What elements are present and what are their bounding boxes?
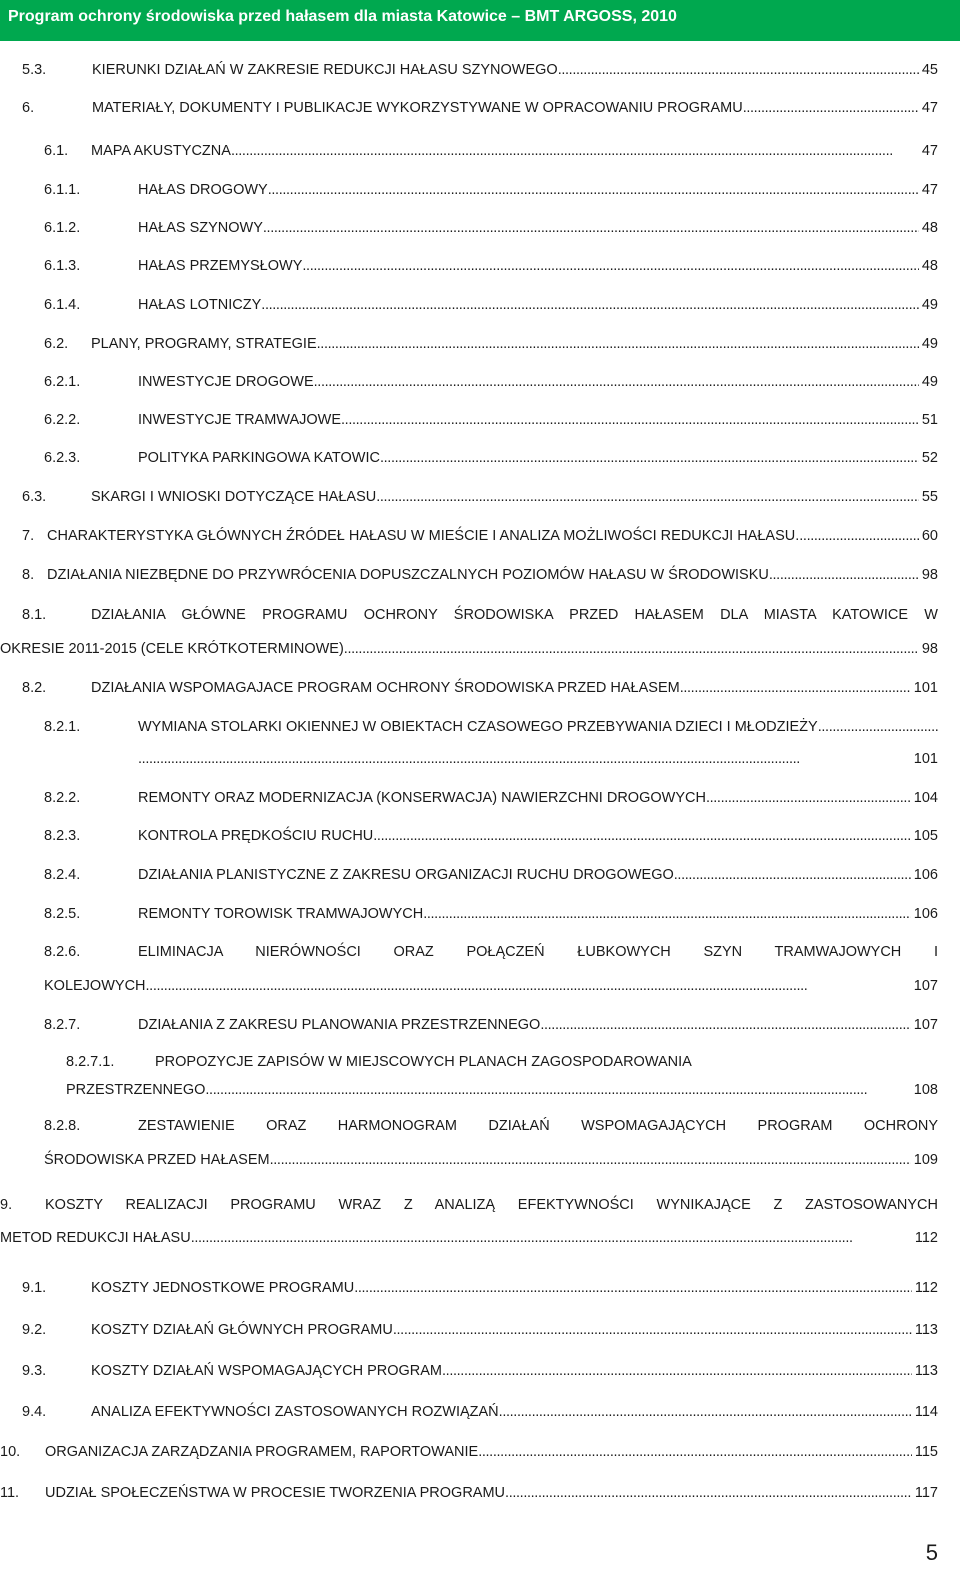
toc-entry-title: UDZIAŁ SPOŁECZEŃSTWA W PROCESIE TWORZENIA PROGRAMU [45,1485,506,1501]
toc-entry-page: 49 [921,336,938,352]
toc-entry-title: HAŁAS SZYNOWY [138,220,263,236]
toc-leader-dots [231,142,919,160]
toc-entry-title: KOSZTY DZIAŁAŃ WSPOMAGAJĄCYCH PROGRAM [91,1363,443,1379]
toc-entry-number: 6.1. [44,143,69,159]
toc-entry-title: REMONTY ORAZ MODERNIZACJA (KONSERWACJA) NAWIERZCHNI DROGOWYCH [138,790,706,806]
toc-entry[interactable] [22,1362,938,1380]
toc-entry-number: 6.1.4. [44,297,81,313]
toc-entry-title: DZIAŁANIA GŁÓWNE PROGRAMU OCHRONY ŚRODOWISKA PRZED HAŁASEM DLA MIASTA KATOWICE W [91,607,938,623]
toc-entry-line1[interactable] [44,1117,938,1135]
toc-entry-title: INWESTYCJE DROGOWE [138,374,314,390]
toc-entry-title-continued: ŚRODOWISKA PRZED HAŁASEM [44,1152,270,1168]
toc-entry-title: KOSZTY REALIZACJI PROGRAMU WRAZ Z ANALIZĄ EFEKTYWNOŚCI WYNIKAJĄCE Z ZASTOSOWANYCH [45,1197,938,1213]
toc-entry-page: 98 [921,567,938,583]
toc-entry-page: 60 [921,528,938,544]
toc-entry-number: 8.2.5. [44,906,81,922]
toc-entry-title: ZESTAWIENIE ORAZ HARMONOGRAM DZIAŁAŃ WSPOMAGAJĄCYCH PROGRAM OCHRONY [138,1118,938,1134]
toc-entry-line1[interactable] [0,1196,938,1214]
toc-entry-number: 6.1.1. [44,182,81,198]
toc-entry-page: 52 [921,450,938,466]
toc-entry-number: 8.1. [22,607,47,623]
toc-entry-number: 9.1. [22,1280,47,1296]
toc-entry[interactable] [44,257,938,275]
toc-entry-number: 8.2.6. [44,944,81,960]
toc-entry-page: 47 [921,182,938,198]
toc-entry-page: 47 [921,100,938,116]
toc-leader-dots [380,449,919,467]
toc-entry-page: 48 [921,258,938,274]
toc-entry[interactable] [44,373,938,391]
toc-entry-line2[interactable] [0,640,938,658]
toc-entry-page: 49 [921,374,938,390]
toc-entry-page: 117 [914,1485,938,1501]
toc-entry-number: 7. [22,528,35,544]
toc-entry[interactable] [22,1403,938,1421]
toc-entry-title: POLITYKA PARKINGOWA KATOWIC [138,450,380,466]
toc-entry-number: 6.2.1. [44,374,81,390]
toc-entry[interactable] [44,449,938,467]
toc-entry-title: PLANY, PROGRAMY, STRATEGIE [91,336,317,352]
toc-leader-dots [263,219,919,237]
toc-entry-number: 8.2.7. [44,1017,81,1033]
toc-leader-dots [558,61,919,79]
toc-entry-title: SKARGI I WNIOSKI DOTYCZĄCE HAŁASU [91,489,377,505]
toc-entry[interactable] [22,679,938,697]
toc-leader-dots [205,1081,910,1099]
toc-entry-number: 8. [22,567,35,583]
toc-entry-title: KOSZTY DZIAŁAŃ GŁÓWNYCH PROGRAMU [91,1322,393,1338]
toc-entry-page: 112 [914,1280,938,1296]
toc-entry-number: 6.1.3. [44,258,81,274]
toc-entry-line1[interactable] [44,718,938,736]
toc-entry-number: 10. [0,1444,21,1460]
toc-entry-page: 112 [914,1230,938,1246]
toc-entry-page: 47 [921,143,938,159]
toc-entry-title: ORGANIZACJA ZARZĄDZANIA PROGRAMEM, RAPORTOWANIE [45,1444,479,1460]
toc-entry-title-continued: PRZESTRZENNEGO [66,1082,206,1098]
toc-entry[interactable] [44,1016,938,1034]
toc-leader-dots [505,1484,912,1502]
toc-entry-title: ELIMINACJA NIERÓWNOŚCI ORAZ POŁĄCZEŃ ŁUBKOWYCH SZYN TRAMWAJOWYCH I [138,944,938,960]
toc-entry-page: 114 [914,1404,938,1420]
toc-leader-dots [341,411,919,429]
toc-entry-title: MAPA AKUSTYCZNA [91,143,231,159]
toc-entry-title: CHARAKTERYSTYKA GŁÓWNYCH ŹRÓDEŁ HAŁASU W MIEŚCIE I ANALIZA MOŻLIWOŚCI REDUKCJI HAŁASU. [47,528,800,544]
toc-leader-dots [540,1016,910,1034]
toc-entry-title: ANALIZA EFEKTYWNOŚCI ZASTOSOWANYCH ROZWIĄZAŃ [91,1404,499,1420]
toc-entry-page: 108 [913,1082,938,1098]
toc-entry-number: 6.3. [22,489,47,505]
toc-entry-number: 6. [22,100,35,116]
toc-entry-number: 8.2.1. [44,719,81,735]
toc-entry[interactable] [22,1321,938,1339]
toc-entry[interactable] [22,488,938,506]
toc-entry-line2[interactable] [0,1229,938,1247]
toc-entry-page: 115 [914,1444,938,1460]
toc-entry-number: 9. [0,1197,13,1213]
toc-leader-dots [373,827,911,845]
toc-leader-dots [423,905,911,923]
toc-entry-number: 9.3. [22,1363,47,1379]
toc-entry-title: WYMIANA STOLARKI OKIENNEJ W OBIEKTACH CZASOWEGO PRZEBYWANIA DZIECI I MŁODZIEŻY [138,719,818,735]
toc-entry-title-continued: METOD REDUKCJI HAŁASU [0,1230,191,1246]
toc-entry-title-continued: OKRESIE 2011-2015 (CELE KRÓTKOTERMINOWE) [0,641,344,657]
toc-leader-dots [680,679,911,697]
toc-leader-dots [314,373,919,391]
toc-entry-title: KOSZTY JEDNOSTKOWE PROGRAMU [91,1280,355,1296]
toc-leader-dots [270,1151,911,1169]
toc-entry-title: DZIAŁANIA Z ZAKRESU PLANOWANIA PRZESTRZENNEGO [138,1017,541,1033]
toc-entry-number: 5.3. [22,62,47,78]
toc-entry-page: 45 [921,62,938,78]
toc-entry-page: 107 [913,1017,938,1033]
toc-leader-dots [499,1403,912,1421]
toc-entry-page: 106 [913,906,938,922]
toc-leader-dots [317,335,919,353]
page-number: 5 [925,1540,938,1565]
toc-entry-page: 113 [914,1322,938,1338]
toc-leader-dots [261,296,919,314]
toc-entry-page: 101 [913,680,938,696]
toc-entry-page: 105 [913,828,938,844]
document-header-title: Program ochrony środowiska przed hałasem dla miasta Katowice – BMT ARGOSS, 2010 [8,8,677,25]
toc-entry-line1[interactable] [22,606,938,624]
toc-entry[interactable] [44,181,938,199]
toc-leader-dots [478,1443,912,1461]
toc-leader-dots [302,257,918,275]
toc-entry[interactable] [44,827,938,845]
toc-entry-number: 6.2.2. [44,412,81,428]
toc-entry[interactable] [0,1443,938,1461]
toc-entry-line2[interactable] [138,750,938,768]
toc-entry[interactable] [22,99,938,117]
toc-entry[interactable] [22,1279,938,1297]
toc-entry-title: DZIAŁANIA WSPOMAGAJACE PROGRAM OCHRONY ŚRODOWISKA PRZED HAŁASEM [91,680,680,696]
toc-entry-title: KONTROLA PRĘDKOŚCIU RUCHU [138,828,374,844]
toc-entry-page: 49 [921,297,938,313]
toc-entry[interactable] [44,905,938,923]
toc-entry-number: 6.2.3. [44,450,81,466]
toc-entry[interactable] [44,142,938,160]
toc-entry-line2[interactable] [66,1081,938,1099]
toc-entry-title: DZIAŁANIA PLANISTYCZNE Z ZAKRESU ORGANIZACJI RUCHU DROGOWEGO [138,867,674,883]
toc-entry-page: 101 [913,751,938,767]
toc-entry-line1[interactable] [66,1053,938,1071]
toc-entry-page: 109 [913,1152,938,1168]
toc-entry-number: 8.2.4. [44,867,81,883]
toc-entry[interactable] [22,61,938,79]
toc-entry-title: INWESTYCJE TRAMWAJOWE [138,412,341,428]
toc-entry-page: 98 [921,641,938,657]
toc-entry[interactable] [0,1484,938,1502]
toc-entry-number: 8.2.2. [44,790,81,806]
toc-entry[interactable] [22,566,938,584]
toc-entry[interactable] [44,335,938,353]
toc-entry-number: 8.2.7.1. [66,1054,115,1070]
toc-leader-dots [799,527,919,545]
toc-entry-number: 8.2.8. [44,1118,81,1134]
toc-entry-page: 55 [921,489,938,505]
toc-entry-line2[interactable] [44,977,938,995]
toc-leader-dots [743,99,919,117]
toc-leader-dots [354,1279,912,1297]
toc-entry-line1[interactable] [44,943,938,961]
toc-entry-title-continued: KOLEJOWYCH [44,978,146,994]
toc-entry-number: 9.4. [22,1404,47,1420]
toc-entry-title: REMONTY TOROWISK TRAMWAJOWYCH [138,906,424,922]
toc-leader-dots [674,866,911,884]
toc-entry-title: PROPOZYCJE ZAPISÓW W MIEJSCOWYCH PLANACH ZAGOSPODAROWANIA [155,1054,692,1070]
toc-leader-dots [146,977,911,995]
toc-entry[interactable] [44,411,938,429]
toc-entry-number: 9.2. [22,1322,47,1338]
toc-leader-dots [706,789,911,807]
toc-entry-number: 6.1.2. [44,220,81,236]
toc-leader-dots [393,1321,912,1339]
toc-entry[interactable] [44,866,938,884]
toc-entry-title: HAŁAS PRZEMYSŁOWY [138,258,303,274]
toc-leader-dots [376,488,919,506]
toc-entry[interactable] [22,527,938,545]
toc-entry-number: 6.2. [44,336,69,352]
toc-leader-dots [344,640,919,658]
toc-entry-title: HAŁAS LOTNICZY [138,297,262,313]
toc-entry-title: HAŁAS DROGOWY [138,182,268,198]
toc-leader-dots [138,750,911,768]
toc-entry-title: KIERUNKI DZIAŁAŃ W ZAKRESIE REDUKCJI HAŁASU SZYNOWEGO [92,62,558,78]
toc-entry-page: 51 [921,412,938,428]
toc-entry[interactable] [44,219,938,237]
toc-entry-page: 106 [913,867,938,883]
toc-leader-dots [191,1229,912,1247]
toc-entry-title: MATERIAŁY, DOKUMENTY I PUBLIKACJE WYKORZYSTYWANE W OPRACOWANIU PROGRAMU [92,100,743,116]
toc-entry-line2[interactable] [44,1151,938,1169]
toc-leader-dots [769,566,919,584]
toc-entry-number: 11. [0,1485,20,1501]
toc-entry-number: 8.2. [22,680,47,696]
toc-leader-dots [818,718,938,736]
toc-entry-number: 8.2.3. [44,828,81,844]
toc-entry-page: 113 [914,1363,938,1379]
toc-entry-page: 107 [913,978,938,994]
toc-leader-dots [442,1362,912,1380]
toc-entry[interactable] [44,789,938,807]
toc-entry-title: DZIAŁANIA NIEZBĘDNE DO PRZYWRÓCENIA DOPUSZCZALNYCH POZIOMÓW HAŁASU W ŚRODOWISKU [47,567,769,583]
toc-leader-dots [268,181,919,199]
toc-entry-page: 48 [921,220,938,236]
toc-entry-page: 104 [913,790,938,806]
toc-entry[interactable] [44,296,938,314]
